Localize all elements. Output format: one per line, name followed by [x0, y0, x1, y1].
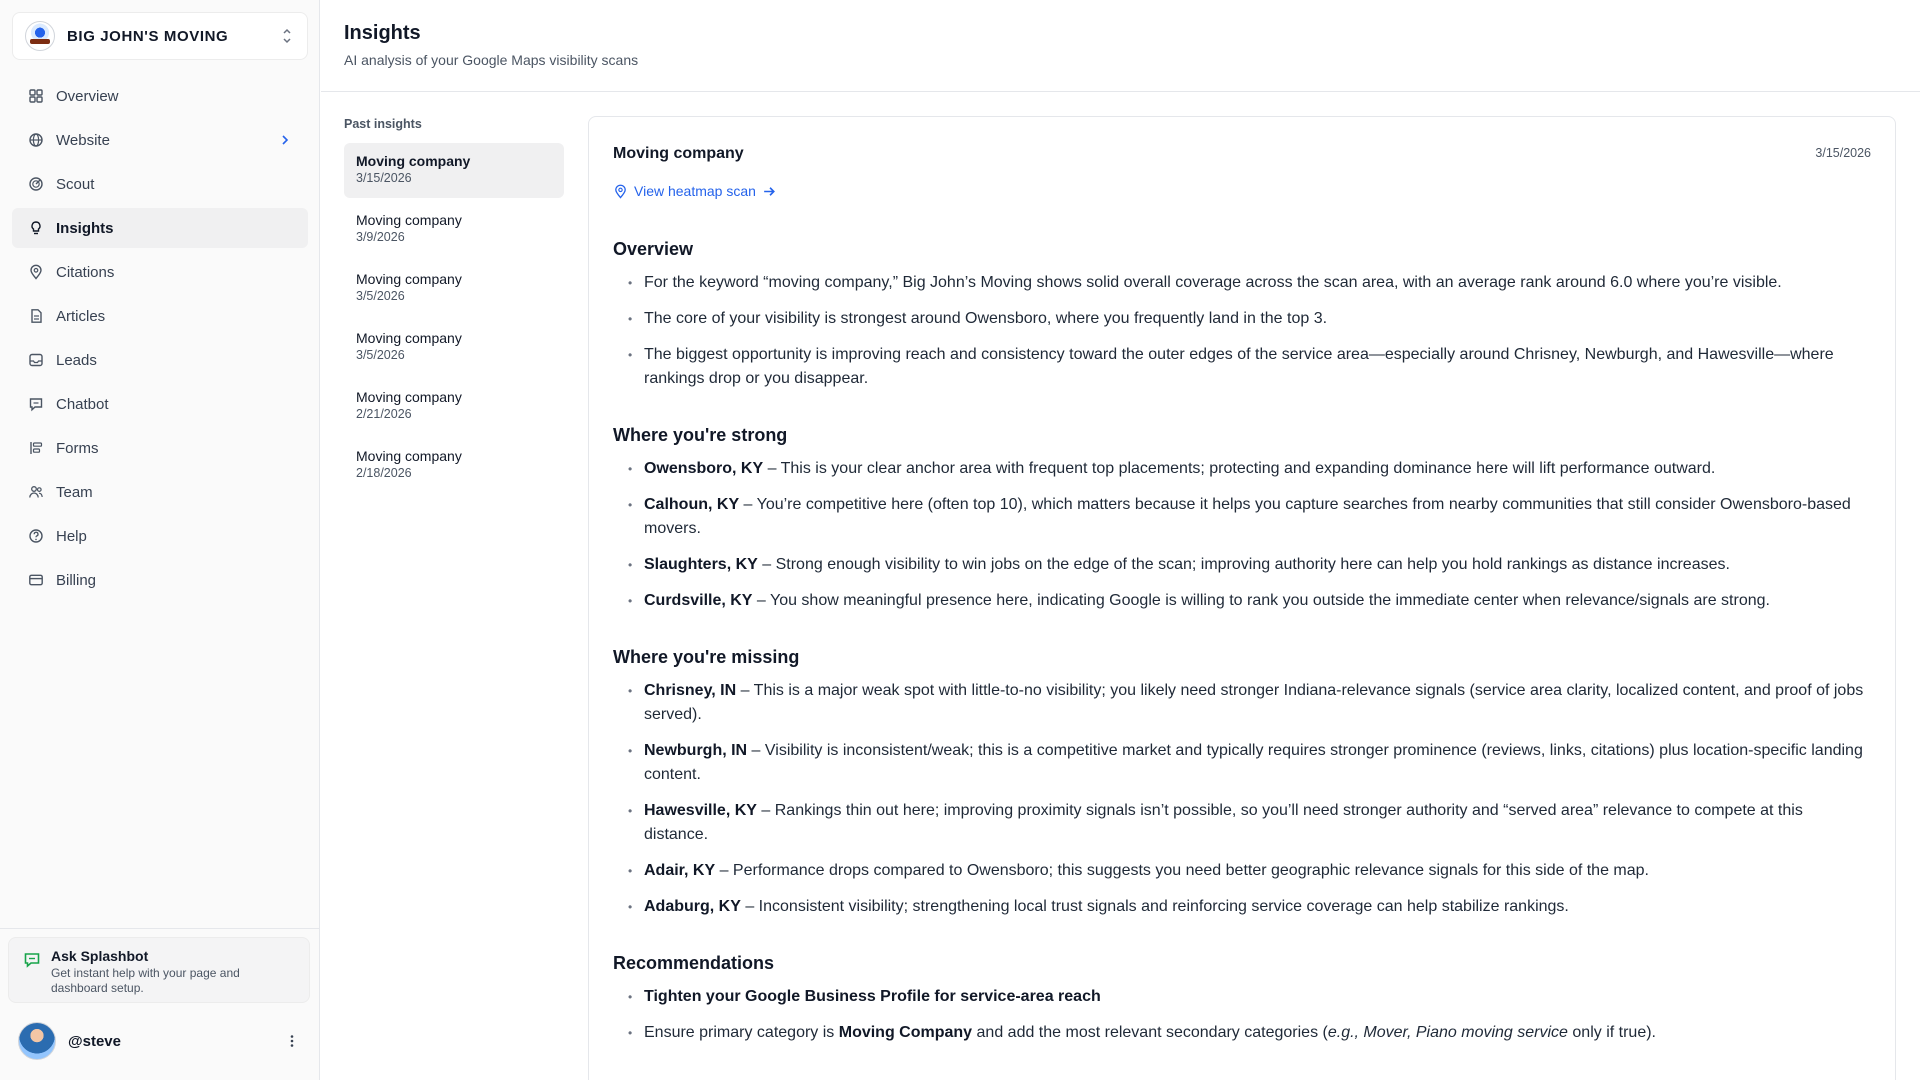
grid-icon: [28, 88, 44, 104]
users-icon: [28, 484, 44, 500]
insight-date: 3/9/2026: [356, 230, 405, 244]
splashbot-subtitle: Get instant help with your page and dashboard setup.: [51, 966, 240, 995]
place-name: Curdsville, KY: [644, 592, 753, 609]
sidebar-item-label: Citations: [56, 263, 115, 281]
sidebar-item-label: Leads: [56, 351, 97, 369]
list-item[interactable]: [344, 438, 564, 493]
place-name: Adair, KY: [644, 862, 716, 879]
sidebar-item-help[interactable]: [12, 516, 308, 556]
view-heatmap-link[interactable]: [613, 183, 783, 199]
map-pin-icon: [28, 264, 44, 280]
insight-name: Moving company: [356, 448, 462, 464]
business-logo: [25, 21, 55, 51]
section-heading-recommendations: Recommendations: [613, 953, 775, 973]
sidebar-item-label: Forms: [56, 439, 99, 457]
user-menu[interactable]: [18, 1022, 300, 1060]
list-item[interactable]: [344, 320, 564, 375]
avatar: [18, 1022, 56, 1060]
sidebar-item-label: Help: [56, 527, 87, 545]
insight-date: 3/5/2026: [356, 289, 405, 303]
insight-date: 2/21/2026: [356, 407, 412, 421]
form-icon: [28, 440, 44, 456]
insight-date: 3/15/2026: [356, 171, 412, 185]
list-item[interactable]: [344, 143, 564, 198]
page-subtitle: AI analysis of your Google Maps visibility scans: [344, 52, 639, 68]
sidebar-item-leads[interactable]: [12, 340, 308, 380]
sidebar-item-billing[interactable]: [12, 560, 308, 600]
sidebar-divider: [0, 928, 320, 929]
splashbot-title: Ask Splashbot: [51, 948, 149, 964]
business-switcher[interactable]: [12, 12, 308, 60]
insight-name: Moving company: [356, 271, 462, 287]
place-name: Slaughters, KY: [644, 556, 758, 573]
sidebar-item-chatbot[interactable]: [12, 384, 308, 424]
recommendation-title: Tighten your Google Business Profile for service-area reach: [644, 988, 1101, 1005]
list-item: [613, 799, 1871, 847]
place-note: – Rankings thin out here; improving proximity signals isn’t possible, so you’ll need stronger authority and “served area” relevance to compete at this distance.: [644, 802, 1803, 843]
list-item[interactable]: [344, 261, 564, 316]
sidebar-item-label: Website: [56, 131, 110, 149]
past-insights-list: [344, 143, 564, 497]
sidebar-item-insights[interactable]: [12, 208, 308, 248]
credit-card-icon: [28, 572, 44, 588]
help-circle-icon: [28, 528, 44, 544]
sidebar-item-citations[interactable]: [12, 252, 308, 292]
list-item: [613, 895, 1871, 919]
place-note: – Visibility is inconsistent/weak; this is a competitive market and typically requires stronger prominence (reviews, links, citations) plus location-specific landing content.: [644, 742, 1863, 783]
insight-name: Moving company: [356, 212, 462, 228]
list-item: • The biggest opportunity is improving reach and consistency toward the outer edges of the service area—especially around Chrisney, Newburgh, and Hawesville—where rankings drop or you disappear.: [613, 343, 1871, 391]
list-item: [613, 589, 1871, 613]
ask-splashbot-card[interactable]: [8, 937, 310, 1003]
insight-name: Moving company: [356, 153, 471, 169]
place-name: Owensboro, KY: [644, 460, 764, 477]
insight-date: 3/5/2026: [356, 348, 405, 362]
insight-name: Moving company: [356, 330, 462, 346]
lightbulb-icon: [28, 220, 44, 236]
rec-text-pre: Ensure primary category is: [644, 1024, 839, 1041]
sidebar-item-label: Insights: [56, 219, 114, 237]
map-pin-icon: [613, 184, 628, 199]
list-item: • The core of your visibility is strongest around Owensboro, where you frequently land in the top 3.: [613, 307, 1871, 331]
radar-icon: [28, 176, 44, 192]
sidebar-item-label: Billing: [56, 571, 97, 589]
list-item: [613, 493, 1871, 541]
sidebar-item-forms[interactable]: [12, 428, 308, 468]
rec-text-italic: e.g., Mover, Piano moving service: [1327, 1024, 1568, 1041]
chevron-up-down-icon: [279, 27, 295, 45]
sidebar-item-label: Scout: [56, 175, 95, 193]
sidebar: [0, 0, 320, 1080]
place-name: Newburgh, IN: [644, 742, 748, 759]
place-name: Adaburg, KY: [644, 898, 741, 915]
sidebar-nav: [12, 76, 308, 604]
list-item: [613, 1021, 1871, 1045]
inbox-icon: [28, 352, 44, 368]
list-item: [613, 739, 1871, 787]
rec-text-mid: and add the most relevant secondary categories (: [972, 1024, 1328, 1041]
more-vertical-icon[interactable]: [284, 1033, 300, 1049]
view-heatmap-label: View heatmap scan: [634, 183, 756, 199]
list-item: [613, 859, 1871, 883]
place-note: – Performance drops compared to Owensboro; this suggests you need better geographic relevance signals for this side of the map.: [715, 862, 1649, 879]
sidebar-item-team[interactable]: [12, 472, 308, 512]
place-note: – This is a major weak spot with little-to-no visibility; you likely need stronger Indiana-relevance signals (service area clarity, localized content, and proof of jobs served).: [644, 682, 1864, 723]
insight-detail-card: [588, 116, 1896, 1080]
insight-name: Moving company: [356, 389, 462, 405]
sidebar-item-scout[interactable]: [12, 164, 308, 204]
place-note: – Inconsistent visibility; strengthening local trust signals and reinforcing service coverage can help stabilize rankings.: [740, 898, 1569, 915]
section-heading-overview: Overview: [613, 239, 694, 259]
document-icon: [28, 308, 44, 324]
user-handle: @steve: [68, 1032, 121, 1050]
insight-date: 2/18/2026: [356, 466, 412, 480]
recommendations-list: [613, 985, 1871, 1045]
list-item: [613, 457, 1871, 481]
rec-text-bold: Moving Company: [838, 1024, 973, 1041]
list-item: • For the keyword “moving company,” Big John’s Moving shows solid overall coverage across the scan area, with an average rank around 6.0 where you’re visible.: [613, 271, 1871, 295]
chat-icon: [28, 396, 44, 412]
chevron-right-icon[interactable]: [278, 133, 292, 147]
section-heading-missing: Where you're missing: [613, 647, 800, 667]
missing-list: [613, 679, 1871, 919]
sidebar-item-label: Overview: [56, 87, 119, 105]
place-note: – You’re competitive here (often top 10), which matters because it helps you capture searches from nearby communities that still consider Owensboro-based movers.: [644, 496, 1851, 537]
sidebar-item-overview[interactable]: [12, 76, 308, 116]
sidebar-item-label: Chatbot: [56, 395, 109, 413]
sidebar-item-label: Team: [56, 483, 93, 501]
business-name: BIG JOHN'S MOVING: [67, 27, 229, 45]
list-item: [613, 553, 1871, 577]
place-note: – You show meaningful presence here, indicating Google is willing to rank you outside the immediate center when relevance/signals are strong.: [752, 592, 1770, 609]
globe-icon: [28, 132, 44, 148]
list-item[interactable]: [344, 379, 564, 434]
rec-text-post: only if true).: [1567, 1024, 1656, 1041]
insight-content: [613, 239, 1871, 1057]
place-name: Chrisney, IN: [644, 682, 737, 699]
place-note: – Strong enough visibility to win jobs on the edge of the scan; improving authority here can help you hold rankings as distance increases.: [757, 556, 1730, 573]
arrow-right-icon: [762, 184, 777, 199]
chat-bubble-icon: [23, 951, 41, 969]
overview-list: [613, 271, 1871, 391]
page-header: [321, 0, 1920, 92]
place-name: Hawesville, KY: [644, 802, 757, 819]
past-insights-label: Past insights: [344, 117, 422, 131]
place-note: – This is your clear anchor area with frequent top placements; protecting and expanding dominance here will lift performance outward.: [763, 460, 1716, 477]
list-item: [613, 679, 1871, 727]
strong-list: [613, 457, 1871, 613]
list-item[interactable]: [344, 202, 564, 257]
sidebar-item-articles[interactable]: [12, 296, 308, 336]
page-title: Insights: [344, 22, 421, 44]
insight-title: Moving company: [613, 145, 744, 162]
list-item: [613, 985, 1871, 1009]
sidebar-item-website[interactable]: [12, 120, 308, 160]
sidebar-item-label: Articles: [56, 307, 106, 325]
section-heading-strong: Where you're strong: [613, 425, 788, 445]
insight-date: 3/15/2026: [1815, 146, 1871, 160]
place-name: Calhoun, KY: [644, 496, 740, 513]
